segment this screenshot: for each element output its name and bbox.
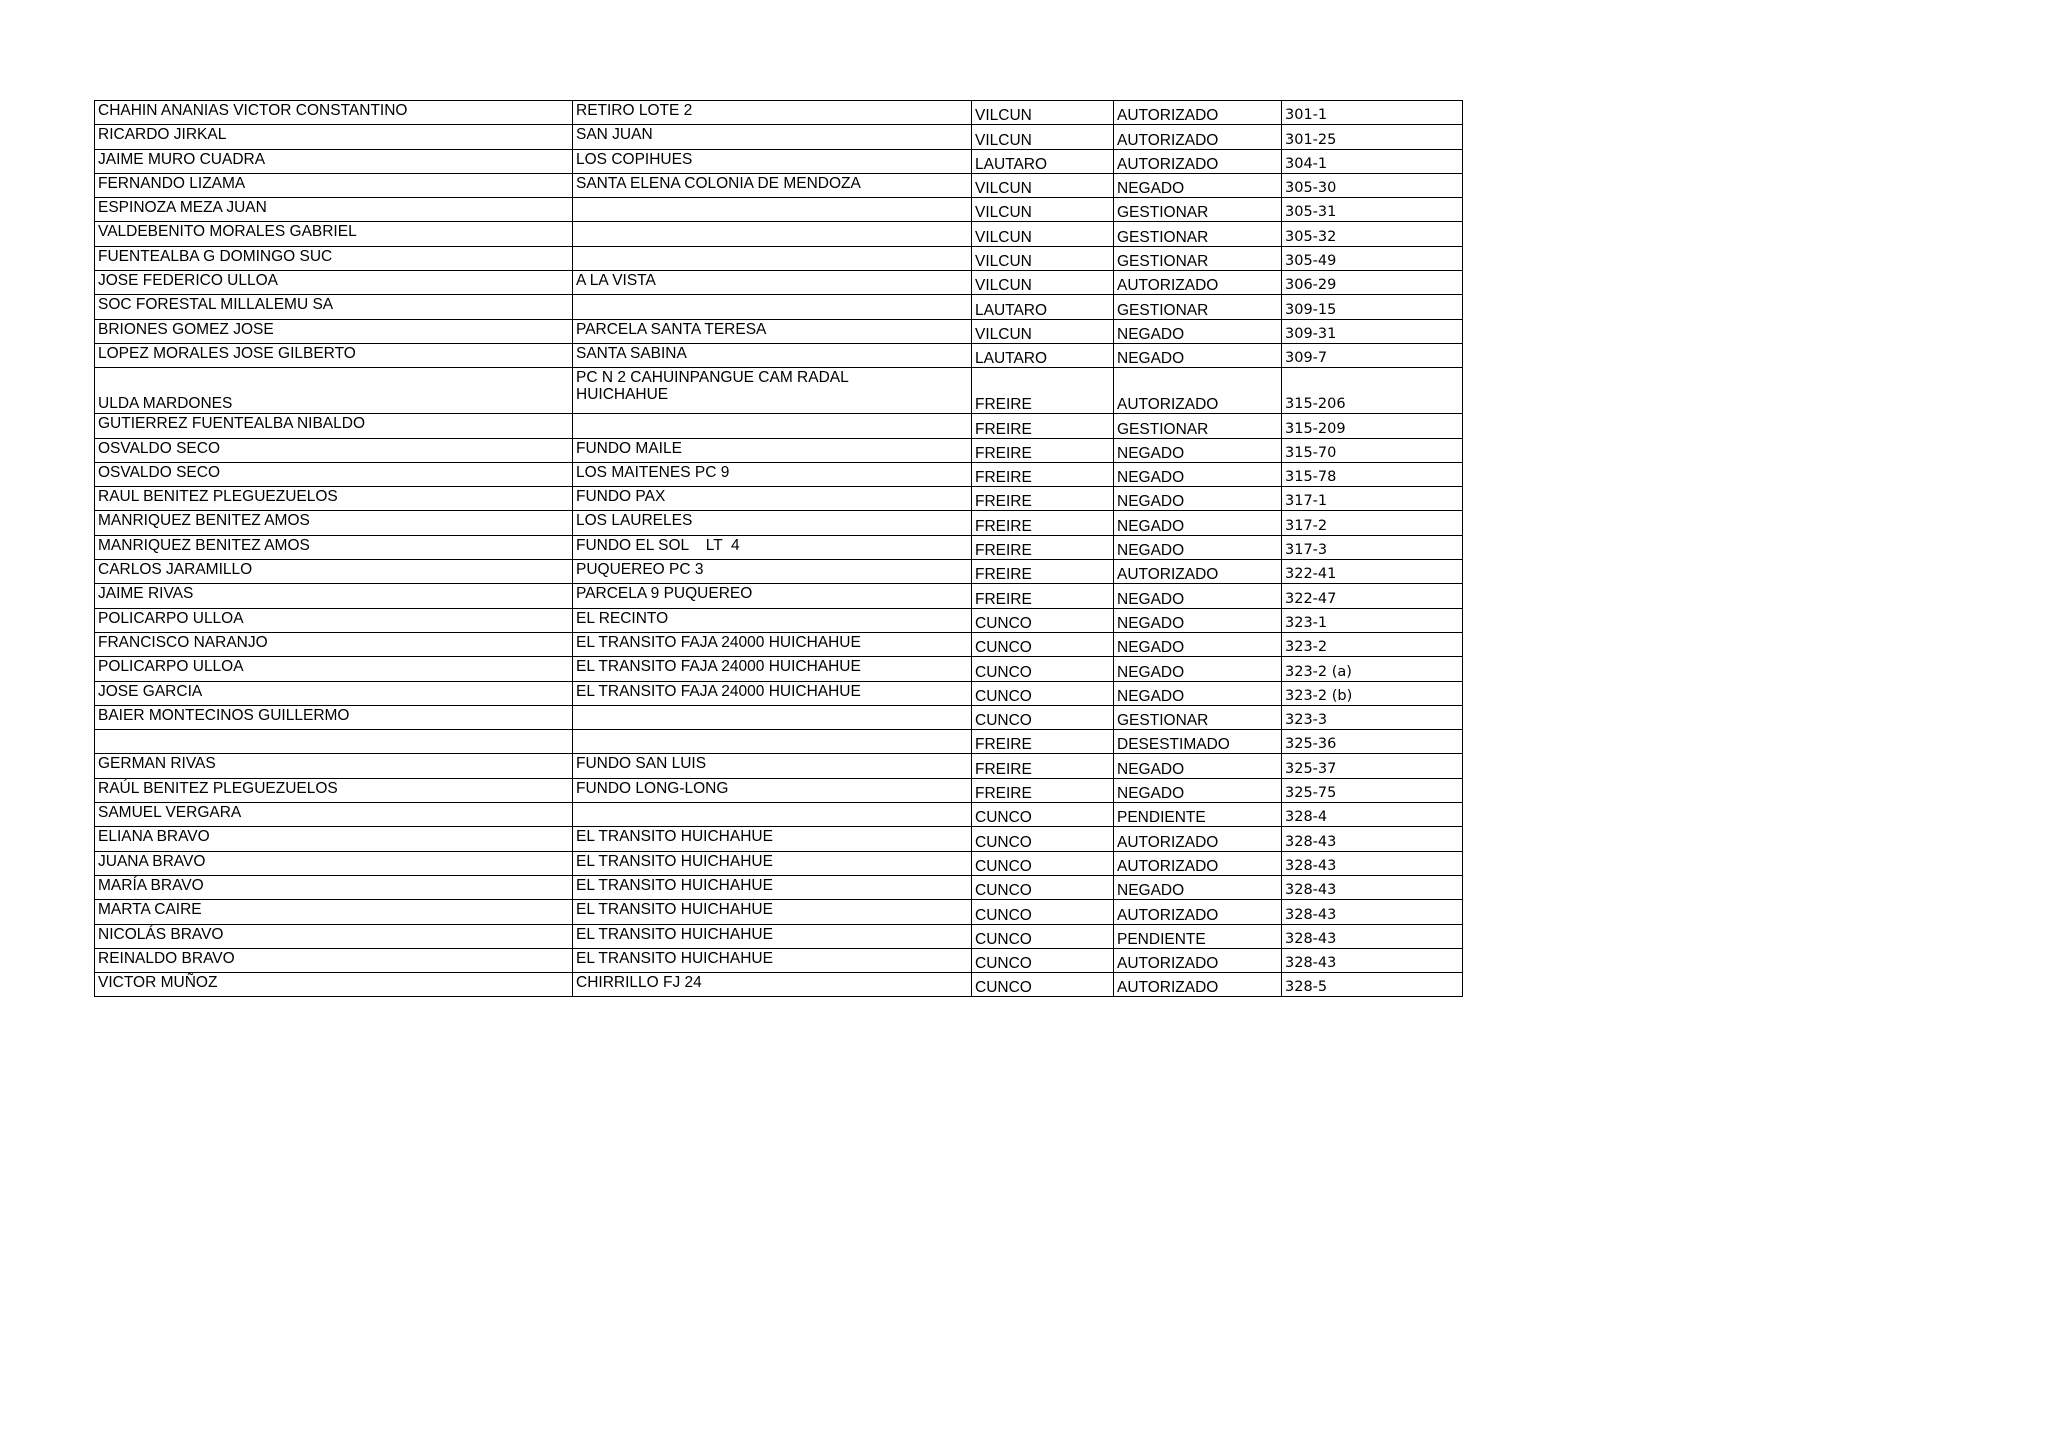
place-cell: FUNDO PAX xyxy=(573,487,972,511)
code-cell: 328-43 xyxy=(1282,851,1463,875)
status-cell: GESTIONAR xyxy=(1114,414,1282,438)
code-cell: 328-5 xyxy=(1282,973,1463,997)
place-cell: PUQUEREO PC 3 xyxy=(573,560,972,584)
commune-cell: VILCUN xyxy=(972,271,1114,295)
place-cell: CHIRRILLO FJ 24 xyxy=(573,973,972,997)
code-cell: 301-1 xyxy=(1282,101,1463,125)
place-cell xyxy=(573,198,972,222)
table-body xyxy=(95,101,1463,997)
commune-cell: CUNCO xyxy=(972,803,1114,827)
status-cell: AUTORIZADO xyxy=(1114,851,1282,875)
commune-cell: CUNCO xyxy=(972,632,1114,656)
commune-cell: CUNCO xyxy=(972,608,1114,632)
place-cell: EL TRANSITO HUICHAHUE xyxy=(573,851,972,875)
status-cell: DESESTIMADO xyxy=(1114,730,1282,754)
place-cell: RETIRO LOTE 2 xyxy=(573,101,972,125)
commune-cell: VILCUN xyxy=(972,319,1114,343)
place-cell: PARCELA SANTA TERESA xyxy=(573,319,972,343)
table-row xyxy=(95,803,1463,827)
name-cell: VALDEBENITO MORALES GABRIEL xyxy=(95,222,573,246)
place-cell xyxy=(573,222,972,246)
table-row xyxy=(95,754,1463,778)
table-row xyxy=(95,657,1463,681)
commune-cell: VILCUN xyxy=(972,198,1114,222)
code-cell: 315-209 xyxy=(1282,414,1463,438)
table-row xyxy=(95,973,1463,997)
code-cell: 323-2 xyxy=(1282,632,1463,656)
status-cell: AUTORIZADO xyxy=(1114,368,1282,414)
name-cell: RAÚL BENITEZ PLEGUEZUELOS xyxy=(95,778,573,802)
name-cell: SAMUEL VERGARA xyxy=(95,803,573,827)
table-row xyxy=(95,462,1463,486)
commune-cell: CUNCO xyxy=(972,705,1114,729)
place-cell: EL TRANSITO FAJA 24000 HUICHAHUE xyxy=(573,657,972,681)
name-cell: JUANA BRAVO xyxy=(95,851,573,875)
place-cell xyxy=(573,295,972,319)
name-cell: BRIONES GOMEZ JOSE xyxy=(95,319,573,343)
status-cell: NEGADO xyxy=(1114,754,1282,778)
table-row xyxy=(95,535,1463,559)
code-cell: 306-29 xyxy=(1282,271,1463,295)
name-cell: POLICARPO ULLOA xyxy=(95,608,573,632)
code-cell: 305-31 xyxy=(1282,198,1463,222)
place-cell: EL TRANSITO HUICHAHUE xyxy=(573,900,972,924)
name-cell: SOC FORESTAL MILLALEMU SA xyxy=(95,295,573,319)
table-row xyxy=(95,778,1463,802)
code-cell: 328-4 xyxy=(1282,803,1463,827)
commune-cell: FREIRE xyxy=(972,754,1114,778)
place-cell xyxy=(573,246,972,270)
name-cell: LOPEZ MORALES JOSE GILBERTO xyxy=(95,343,573,367)
name-cell: NICOLÁS BRAVO xyxy=(95,924,573,948)
place-cell: PC N 2 CAHUINPANGUE CAM RADAL HUICHAHUE xyxy=(573,368,972,414)
table-row xyxy=(95,368,1463,414)
code-cell: 323-3 xyxy=(1282,705,1463,729)
status-cell: PENDIENTE xyxy=(1114,803,1282,827)
table-row xyxy=(95,681,1463,705)
place-cell: SANTA SABINA xyxy=(573,343,972,367)
place-cell xyxy=(573,803,972,827)
table-row xyxy=(95,222,1463,246)
commune-cell: LAUTARO xyxy=(972,295,1114,319)
name-cell: REINALDO BRAVO xyxy=(95,948,573,972)
code-cell: 328-43 xyxy=(1282,875,1463,899)
place-cell: SAN JUAN xyxy=(573,125,972,149)
table-row xyxy=(95,125,1463,149)
code-cell: 309-31 xyxy=(1282,319,1463,343)
table-row xyxy=(95,560,1463,584)
status-cell: GESTIONAR xyxy=(1114,246,1282,270)
code-cell: 315-70 xyxy=(1282,438,1463,462)
code-cell: 322-41 xyxy=(1282,560,1463,584)
commune-cell: VILCUN xyxy=(972,101,1114,125)
name-cell: JOSE GARCIA xyxy=(95,681,573,705)
place-cell: SANTA ELENA COLONIA DE MENDOZA xyxy=(573,173,972,197)
status-cell: NEGADO xyxy=(1114,778,1282,802)
table-row xyxy=(95,875,1463,899)
name-cell: ESPINOZA MEZA JUAN xyxy=(95,198,573,222)
name-cell: JAIME MURO CUADRA xyxy=(95,149,573,173)
status-cell: NEGADO xyxy=(1114,657,1282,681)
commune-cell: FREIRE xyxy=(972,584,1114,608)
commune-cell: FREIRE xyxy=(972,414,1114,438)
table-row xyxy=(95,851,1463,875)
commune-cell: FREIRE xyxy=(972,438,1114,462)
status-cell: AUTORIZADO xyxy=(1114,827,1282,851)
name-cell: MARTA CAIRE xyxy=(95,900,573,924)
name-cell: CARLOS JARAMILLO xyxy=(95,560,573,584)
code-cell: 328-43 xyxy=(1282,924,1463,948)
table-row xyxy=(95,414,1463,438)
status-cell: NEGADO xyxy=(1114,875,1282,899)
status-cell: AUTORIZADO xyxy=(1114,125,1282,149)
commune-cell: LAUTARO xyxy=(972,149,1114,173)
table-row xyxy=(95,705,1463,729)
status-cell: NEGADO xyxy=(1114,511,1282,535)
place-cell: LOS LAURELES xyxy=(573,511,972,535)
place-cell: FUNDO MAILE xyxy=(573,438,972,462)
table-row xyxy=(95,173,1463,197)
code-cell: 328-43 xyxy=(1282,948,1463,972)
commune-cell: FREIRE xyxy=(972,778,1114,802)
name-cell: CHAHIN ANANIAS VICTOR CONSTANTINO xyxy=(95,101,573,125)
status-cell: NEGADO xyxy=(1114,438,1282,462)
table-row xyxy=(95,246,1463,270)
status-cell: GESTIONAR xyxy=(1114,222,1282,246)
place-cell: A LA VISTA xyxy=(573,271,972,295)
status-cell: GESTIONAR xyxy=(1114,198,1282,222)
code-cell: 325-37 xyxy=(1282,754,1463,778)
status-cell: NEGADO xyxy=(1114,319,1282,343)
table-row xyxy=(95,511,1463,535)
commune-cell: CUNCO xyxy=(972,827,1114,851)
commune-cell: FREIRE xyxy=(972,511,1114,535)
code-cell: 301-25 xyxy=(1282,125,1463,149)
status-cell: AUTORIZADO xyxy=(1114,560,1282,584)
code-cell: 323-2 (a) xyxy=(1282,657,1463,681)
commune-cell: FREIRE xyxy=(972,487,1114,511)
table-row xyxy=(95,295,1463,319)
code-cell: 315-206 xyxy=(1282,368,1463,414)
commune-cell: FREIRE xyxy=(972,560,1114,584)
code-cell: 317-2 xyxy=(1282,511,1463,535)
code-cell: 304-1 xyxy=(1282,149,1463,173)
status-cell: NEGADO xyxy=(1114,608,1282,632)
code-cell: 323-1 xyxy=(1282,608,1463,632)
table-row xyxy=(95,319,1463,343)
code-cell: 309-7 xyxy=(1282,343,1463,367)
commune-cell: CUNCO xyxy=(972,681,1114,705)
status-cell: NEGADO xyxy=(1114,462,1282,486)
code-cell: 315-78 xyxy=(1282,462,1463,486)
status-cell: PENDIENTE xyxy=(1114,924,1282,948)
status-cell: GESTIONAR xyxy=(1114,705,1282,729)
table-row xyxy=(95,730,1463,754)
commune-cell: VILCUN xyxy=(972,222,1114,246)
commune-cell: VILCUN xyxy=(972,246,1114,270)
status-cell: AUTORIZADO xyxy=(1114,101,1282,125)
table-row xyxy=(95,149,1463,173)
table-row xyxy=(95,584,1463,608)
status-cell: NEGADO xyxy=(1114,681,1282,705)
status-cell: NEGADO xyxy=(1114,343,1282,367)
table-row xyxy=(95,632,1463,656)
commune-cell: VILCUN xyxy=(972,125,1114,149)
commune-cell: CUNCO xyxy=(972,851,1114,875)
commune-cell: CUNCO xyxy=(972,948,1114,972)
status-cell: AUTORIZADO xyxy=(1114,973,1282,997)
table-row xyxy=(95,924,1463,948)
name-cell: FUENTEALBA G DOMINGO SUC xyxy=(95,246,573,270)
table-row xyxy=(95,900,1463,924)
name-cell: OSVALDO SECO xyxy=(95,438,573,462)
name-cell: GERMAN RIVAS xyxy=(95,754,573,778)
commune-cell: CUNCO xyxy=(972,875,1114,899)
name-cell: RICARDO JIRKAL xyxy=(95,125,573,149)
status-cell: AUTORIZADO xyxy=(1114,149,1282,173)
commune-cell: CUNCO xyxy=(972,924,1114,948)
name-cell: ULDA MARDONES xyxy=(95,368,573,414)
place-cell: EL TRANSITO HUICHAHUE xyxy=(573,827,972,851)
code-cell: 325-75 xyxy=(1282,778,1463,802)
commune-cell: FREIRE xyxy=(972,535,1114,559)
name-cell: MANRIQUEZ BENITEZ AMOS xyxy=(95,535,573,559)
table-row xyxy=(95,948,1463,972)
name-cell xyxy=(95,730,573,754)
name-cell: VICTOR MUÑOZ xyxy=(95,973,573,997)
table-row xyxy=(95,438,1463,462)
commune-cell: VILCUN xyxy=(972,173,1114,197)
table-row xyxy=(95,343,1463,367)
place-cell: EL RECINTO xyxy=(573,608,972,632)
commune-cell: LAUTARO xyxy=(972,343,1114,367)
table-row xyxy=(95,608,1463,632)
place-cell: EL TRANSITO HUICHAHUE xyxy=(573,875,972,899)
place-cell: LOS COPIHUES xyxy=(573,149,972,173)
status-cell: NEGADO xyxy=(1114,173,1282,197)
commune-cell: FREIRE xyxy=(972,462,1114,486)
status-cell: AUTORIZADO xyxy=(1114,948,1282,972)
place-cell: PARCELA 9 PUQUEREO xyxy=(573,584,972,608)
name-cell: MANRIQUEZ BENITEZ AMOS xyxy=(95,511,573,535)
status-cell: GESTIONAR xyxy=(1114,295,1282,319)
name-cell: BAIER MONTECINOS GUILLERMO xyxy=(95,705,573,729)
name-cell: FERNANDO LIZAMA xyxy=(95,173,573,197)
place-cell: FUNDO SAN LUIS xyxy=(573,754,972,778)
commune-cell: CUNCO xyxy=(972,657,1114,681)
place-cell: LOS MAITENES PC 9 xyxy=(573,462,972,486)
code-cell: 309-15 xyxy=(1282,295,1463,319)
status-cell: AUTORIZADO xyxy=(1114,900,1282,924)
code-cell: 328-43 xyxy=(1282,900,1463,924)
name-cell: ELIANA BRAVO xyxy=(95,827,573,851)
code-cell: 328-43 xyxy=(1282,827,1463,851)
code-cell: 305-49 xyxy=(1282,246,1463,270)
status-cell: NEGADO xyxy=(1114,584,1282,608)
status-cell: AUTORIZADO xyxy=(1114,271,1282,295)
name-cell: JAIME RIVAS xyxy=(95,584,573,608)
permits-table xyxy=(94,100,1463,997)
code-cell: 317-3 xyxy=(1282,535,1463,559)
commune-cell: CUNCO xyxy=(972,900,1114,924)
code-cell: 325-36 xyxy=(1282,730,1463,754)
table-row xyxy=(95,101,1463,125)
code-cell: 317-1 xyxy=(1282,487,1463,511)
name-cell: OSVALDO SECO xyxy=(95,462,573,486)
name-cell: RAUL BENITEZ PLEGUEZUELOS xyxy=(95,487,573,511)
commune-cell: FREIRE xyxy=(972,730,1114,754)
name-cell: MARÍA BRAVO xyxy=(95,875,573,899)
place-cell xyxy=(573,730,972,754)
status-cell: NEGADO xyxy=(1114,535,1282,559)
status-cell: NEGADO xyxy=(1114,487,1282,511)
table-row xyxy=(95,198,1463,222)
commune-cell: FREIRE xyxy=(972,368,1114,414)
place-cell: EL TRANSITO FAJA 24000 HUICHAHUE xyxy=(573,681,972,705)
place-cell: EL TRANSITO HUICHAHUE xyxy=(573,948,972,972)
code-cell: 322-47 xyxy=(1282,584,1463,608)
code-cell: 323-2 (b) xyxy=(1282,681,1463,705)
place-cell: FUNDO EL SOL LT 4 xyxy=(573,535,972,559)
table-row xyxy=(95,271,1463,295)
place-cell: EL TRANSITO HUICHAHUE xyxy=(573,924,972,948)
table-row xyxy=(95,827,1463,851)
table-row xyxy=(95,487,1463,511)
place-cell xyxy=(573,414,972,438)
place-cell: FUNDO LONG-LONG xyxy=(573,778,972,802)
name-cell: POLICARPO ULLOA xyxy=(95,657,573,681)
place-cell: EL TRANSITO FAJA 24000 HUICHAHUE xyxy=(573,632,972,656)
name-cell: GUTIERREZ FUENTEALBA NIBALDO xyxy=(95,414,573,438)
code-cell: 305-30 xyxy=(1282,173,1463,197)
place-cell xyxy=(573,705,972,729)
name-cell: FRANCISCO NARANJO xyxy=(95,632,573,656)
code-cell: 305-32 xyxy=(1282,222,1463,246)
status-cell: NEGADO xyxy=(1114,632,1282,656)
name-cell: JOSE FEDERICO ULLOA xyxy=(95,271,573,295)
commune-cell: CUNCO xyxy=(972,973,1114,997)
